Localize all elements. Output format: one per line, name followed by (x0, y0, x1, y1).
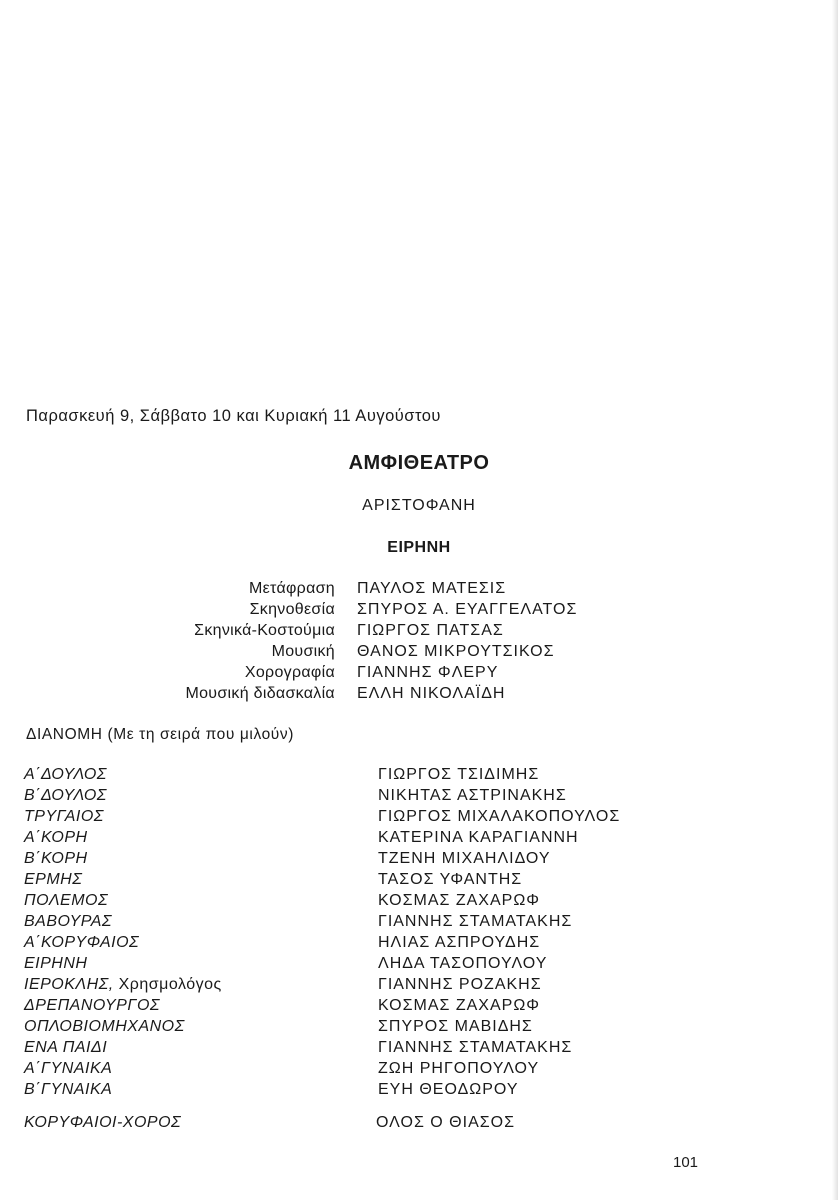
role-name: Β΄ΚΟΡΗ (24, 850, 88, 867)
cast-role (24, 827, 88, 848)
credit-name: ΘΑΝΟΣ ΜΙΚΡΟΥΤΣΙΚΟΣ (357, 643, 555, 660)
cast-actor: ΓΙΑΝΝΗΣ ΡΟΖΑΚΗΣ (378, 976, 542, 993)
chorus-role: ΚΟΡΥΦΑΙΟΙ-ΧΟΡΟΣ (24, 1114, 182, 1131)
cast-actor: ΝΙΚΗΤΑΣ ΑΣΤΡΙΝΑΚΗΣ (378, 787, 567, 804)
cast-list (0, 764, 838, 1100)
role-name: ΤΡΥΓΑΙΟΣ (24, 808, 104, 825)
play-title: ΕΙΡΗΝΗ (387, 539, 451, 556)
credit-name: ΓΙΩΡΓΟΣ ΠΑΤΣΑΣ (357, 622, 504, 639)
cast-row (0, 764, 838, 785)
credit-name: ΕΛΛΗ ΝΙΚΟΛΑΪΔΗ (357, 685, 506, 702)
cast-actor: ΤΑΣΟΣ ΥΦΑΝΤΗΣ (378, 871, 523, 888)
cast-header: ΔΙΑΝΟΜΗ (Με τη σειρά που μιλούν) (26, 726, 294, 743)
cast-role (24, 869, 82, 890)
role-name: Α΄ΓΥΝΑΙΚΑ (24, 1060, 113, 1077)
cast-role (24, 995, 160, 1016)
cast-actor: ΖΩΗ ΡΗΓΟΠΟΥΛΟΥ (378, 1060, 540, 1077)
cast-actor: ΣΠΥΡΟΣ ΜΑΒΙΔΗΣ (378, 1018, 533, 1035)
cast-role (24, 1016, 185, 1037)
credit-row (0, 641, 838, 662)
cast-row (0, 1058, 838, 1079)
credit-row (0, 683, 838, 704)
credit-role: Χορογραφία (244, 664, 335, 681)
credit-name: ΠΑΥΛΟΣ ΜΑΤΕΣΙΣ (357, 580, 507, 597)
cast-role (24, 848, 88, 869)
cast-role (24, 1037, 107, 1058)
author-name: ΑΡΙΣΤΟΦΑΝΗ (362, 497, 476, 514)
cast-role (24, 1079, 112, 1100)
cast-row (0, 1037, 838, 1058)
credit-role: Μετάφραση (248, 580, 335, 597)
cast-row (0, 1079, 838, 1100)
credit-role: Μουσική διδασκαλία (185, 685, 335, 702)
credit-row (0, 599, 838, 620)
cast-actor: ΓΙΑΝΝΗΣ ΣΤΑΜΑΤΑΚΗΣ (378, 913, 573, 930)
role-name: ΠΟΛΕΜΟΣ (24, 892, 109, 909)
role-name: Α΄ΚΟΡΥΦΑΙΟΣ (24, 934, 140, 951)
cast-role (24, 911, 112, 932)
cast-row (0, 785, 838, 806)
credit-row (0, 578, 838, 599)
role-note: Χρησμολόγος (113, 976, 222, 993)
role-name: ΔΡΕΠΑΝΟΥΡΓΟΣ (24, 997, 160, 1014)
venue-title: ΑΜΦΙΘΕΑΤΡΟ (348, 452, 490, 474)
cast-role (24, 1058, 112, 1079)
credit-role: Σκηνικά-Κοστούμια (194, 622, 335, 639)
cast-row (0, 995, 838, 1016)
page-number: 101 (673, 1154, 699, 1171)
cast-row (0, 890, 838, 911)
credit-row (0, 662, 838, 683)
cast-actor: ΓΙΑΝΝΗΣ ΣΤΑΜΑΤΑΚΗΣ (378, 1039, 573, 1056)
cast-actor: ΛΗΔΑ ΤΑΣΟΠΟΥΛΟΥ (378, 955, 548, 972)
credit-row (0, 620, 838, 641)
cast-role (24, 932, 139, 953)
cast-row (0, 869, 838, 890)
role-name: Β΄ΔΟΥΛΟΣ (24, 787, 107, 804)
credits-list (0, 578, 838, 704)
cast-actor: ΓΙΩΡΓΟΣ ΜΙΧΑΛΑΚΟΠΟΥΛΟΣ (378, 808, 621, 825)
role-name: Α΄ΚΟΡΗ (24, 829, 88, 846)
role-name: Α΄ΔΟΥΛΟΣ (24, 766, 107, 783)
cast-role (24, 890, 108, 911)
role-name: ΟΠΛΟΒΙΟΜΗΧΑΝΟΣ (24, 1018, 185, 1035)
cast-role (24, 974, 222, 995)
role-name: Β΄ΓΥΝΑΙΚΑ (24, 1081, 113, 1098)
cast-actor: ΤΖΕΝΗ ΜΙΧΑΗΛΙΔΟΥ (378, 850, 551, 867)
cast-actor: ΚΟΣΜΑΣ ΖΑΧΑΡΩΦ (378, 997, 541, 1014)
cast-role (24, 953, 87, 974)
cast-role (24, 764, 107, 785)
cast-row (0, 932, 838, 953)
role-name: ΙΕΡΟΚΛΗΣ, (24, 976, 114, 993)
cast-row (0, 974, 838, 995)
credit-name: ΣΠΥΡΟΣ Α. ΕΥΑΓΓΕΛΑΤΟΣ (357, 601, 578, 618)
cast-actor: ΗΛΙΑΣ ΑΣΠΡΟΥΔΗΣ (378, 934, 541, 951)
role-name: ΒΑΒΟΥΡΑΣ (24, 913, 113, 930)
cast-role (24, 785, 107, 806)
cast-actor: ΚΟΣΜΑΣ ΖΑΧΑΡΩΦ (378, 892, 541, 909)
credit-name: ΓΙΑΝΝΗΣ ΦΛΕΡΥ (357, 664, 499, 681)
cast-actor: ΕΥΗ ΘΕΟΔΩΡΟΥ (378, 1081, 519, 1098)
chorus-row (0, 1112, 838, 1133)
performance-dates: Παρασκευή 9, Σάββατο 10 και Κυριακή 11 Αυγούστου (26, 407, 441, 425)
cast-row (0, 953, 838, 974)
cast-row (0, 806, 838, 827)
cast-actor: ΚΑΤΕΡΙΝΑ ΚΑΡΑΓΙΑΝΝΗ (378, 829, 579, 846)
credit-role: Μουσική (271, 643, 335, 660)
cast-row (0, 848, 838, 869)
role-name: ΕΙΡΗΝΗ (24, 955, 88, 972)
chorus-actor: ΟΛΟΣ Ο ΘΙΑΣΟΣ (376, 1114, 515, 1131)
cast-row (0, 911, 838, 932)
role-name: ΕΡΜΗΣ (24, 871, 83, 888)
cast-role (24, 806, 104, 827)
cast-actor: ΓΙΩΡΓΟΣ ΤΣΙΔΙΜΗΣ (378, 766, 540, 783)
role-name: ΕΝΑ ΠΑΙΔΙ (24, 1039, 108, 1056)
cast-row (0, 827, 838, 848)
credit-role: Σκηνοθεσία (249, 601, 335, 618)
cast-row (0, 1016, 838, 1037)
